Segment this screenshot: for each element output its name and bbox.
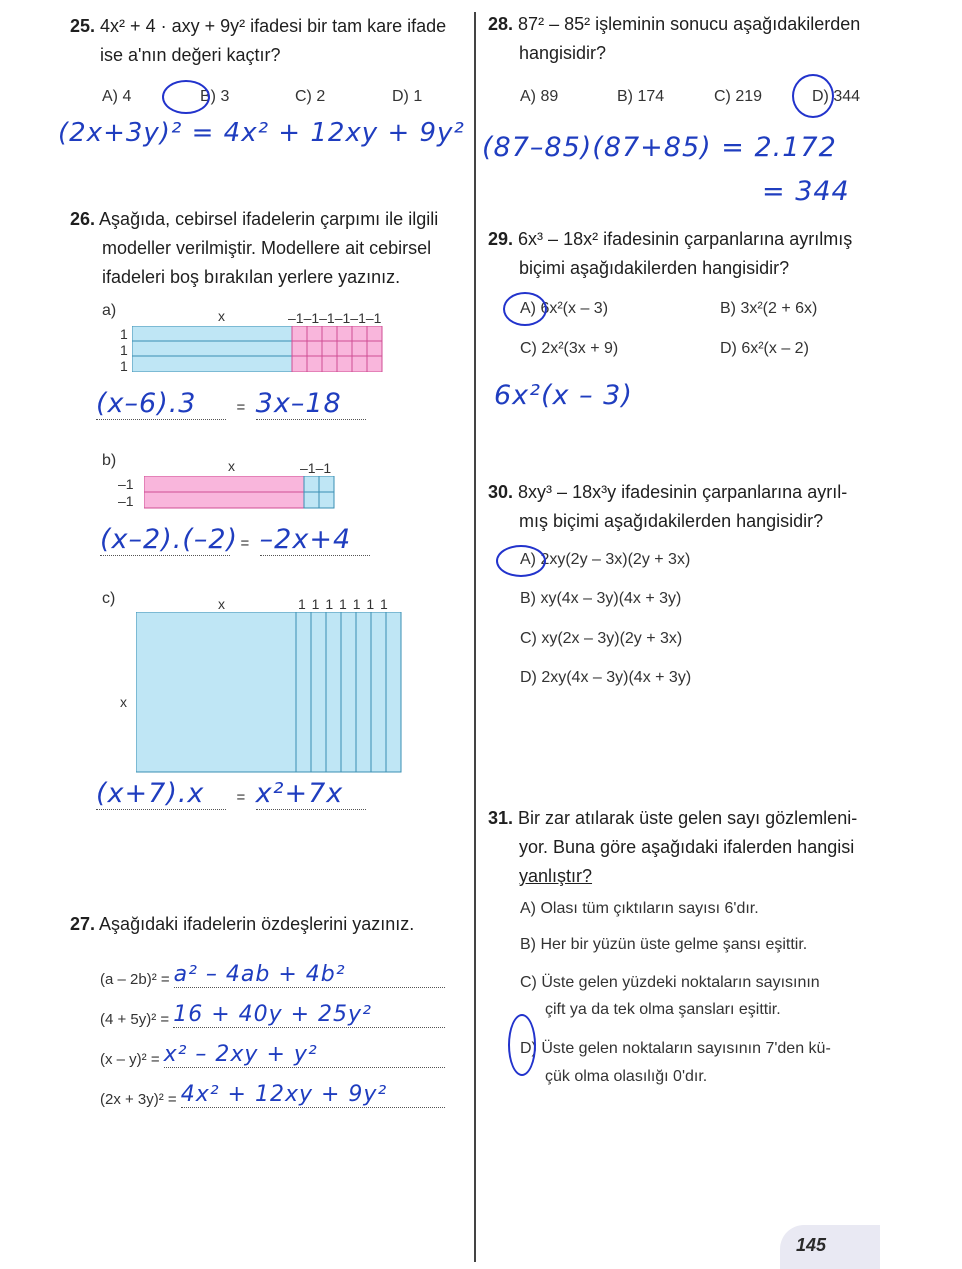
option-b[interactable]: B) xy(4x – 3y)(4x + 3y) — [520, 590, 682, 607]
handwritten-answer[interactable]: 4x² + 12xy + 9y² — [181, 1082, 445, 1108]
model-x-label: x — [218, 596, 225, 612]
question-29 — [488, 225, 928, 283]
page-number: 145 — [796, 1235, 827, 1255]
answer-circle — [503, 292, 547, 326]
model-top-label: –1–1 — [300, 460, 332, 476]
question-text: ise a'nın değeri kaçtır? — [100, 45, 281, 65]
option-d-continued: çük olma olasılığı 0'dır. — [545, 1068, 708, 1085]
question-25 — [70, 12, 470, 70]
option-c[interactable]: C) 2 — [295, 88, 326, 105]
question-text: 8xy³ – 18x³y ifadesinin çarpanlarına ayrıl- — [518, 482, 848, 502]
part-c-label: c) — [102, 590, 116, 607]
question-26 — [70, 205, 470, 292]
option-c-continued: çift ya da tek olma şansları eşittir. — [545, 1001, 781, 1018]
model-top-label: 1 1 1 1 1 1 1 — [298, 596, 388, 612]
question-27 — [70, 910, 414, 939]
option-a[interactable]: A) 89 — [520, 88, 559, 105]
answer-circle — [792, 74, 834, 118]
handwritten-work: (2x+3y)² = 4x² + 12xy + 9y² — [58, 118, 465, 148]
answer-circle — [162, 80, 210, 114]
question-number: 28. — [488, 14, 514, 34]
question-number: 29. — [488, 229, 514, 249]
question-text: yor. Buna göre aşağıdaki ifalerden hangisi — [519, 837, 855, 857]
question-text: hangisidir? — [519, 43, 607, 63]
question-30 — [488, 478, 928, 536]
answer-row-a: (x–6).3 = 3x–18 — [96, 388, 366, 420]
question-number: 25. — [70, 16, 96, 36]
handwritten-answer[interactable]: 16 + 40y + 25y² — [173, 1002, 445, 1028]
option-a[interactable]: A) 2xy(2y – 3x)(2y + 3x) — [520, 551, 691, 568]
handwritten-work: (87–85)(87+85) = 2.172 — [482, 132, 837, 163]
option-b[interactable]: B) 174 — [617, 88, 665, 105]
option-d[interactable]: D) 6x²(x – 2) — [720, 340, 809, 357]
option-b[interactable]: B) 3x²(2 + 6x) — [720, 300, 818, 317]
model-top-label: –1–1–1–1–1–1 — [288, 310, 382, 326]
question-number: 31. — [488, 808, 514, 828]
identity-row: (2x + 3y)² = 4x² + 12xy + 9y² — [100, 1068, 445, 1108]
answer-row-b: (x–2).(–2) = –2x+4 — [100, 524, 370, 556]
handwritten-answer[interactable]: (x+7).x — [96, 778, 226, 810]
option-c[interactable]: C) xy(2x – 3y)(2y + 3x) — [520, 630, 683, 647]
handwritten-answer[interactable]: (x–2).(–2) — [100, 524, 239, 555]
model-side-label: x — [120, 694, 127, 710]
handwritten-answer[interactable]: x²+7x — [256, 778, 366, 810]
question-text: yanlıştır? — [519, 866, 593, 886]
option-d[interactable]: D) 344 — [812, 88, 861, 105]
answer-circle — [496, 545, 546, 577]
model-side-labels: 1 1 1 — [120, 326, 128, 374]
question-number: 26. — [70, 209, 96, 229]
question-text: mış biçimi aşağıdakilerden hangisidir? — [519, 511, 824, 531]
question-text: 6x³ – 18x² ifadesinin çarpanlarına ayrılmış — [518, 229, 853, 249]
question-text: Aşağıdaki ifadelerin özdeşlerini yazınız. — [99, 914, 415, 934]
question-31 — [488, 804, 928, 891]
identity-row: (x – y)² = x² – 2xy + y² — [100, 1028, 445, 1068]
question-text: Aşağıda, cebirsel ifadelerin çarpımı ile ilgili — [99, 209, 439, 229]
model-x-label: x — [228, 458, 235, 474]
column-divider — [474, 12, 476, 1262]
identity-rows — [100, 948, 445, 1108]
option-b[interactable]: B) 3 — [200, 88, 230, 105]
option-c[interactable]: C) 2x²(3x + 9) — [520, 340, 619, 357]
handwritten-answer[interactable]: (x–6).3 — [96, 388, 226, 420]
question-text: modeller verilmiştir. Modellere ait cebirsel — [102, 238, 432, 258]
option-c[interactable]: C) 219 — [714, 88, 763, 105]
identity-row: (4 + 5y)² = 16 + 40y + 25y² — [100, 988, 445, 1028]
answer-circle — [508, 1014, 536, 1076]
model-x-label: x — [218, 308, 225, 324]
option-d[interactable]: D) 2xy(4x – 3y)(4x + 3y) — [520, 669, 692, 686]
model-side-labels: –1 –1 — [118, 476, 134, 509]
question-number: 30. — [488, 482, 514, 502]
question-text: 87² – 85² işleminin sonucu aşağıdakilerden — [518, 14, 861, 34]
tile-model-c — [136, 612, 404, 774]
handwritten-answer[interactable]: 3x–18 — [256, 388, 366, 420]
identity-row: (a – 2b)² = a² – 4ab + 4b² — [100, 948, 445, 988]
option-d[interactable]: D) Üste gelen noktaların sayısının 7'den kü- — [520, 1040, 831, 1057]
tile-model-b — [144, 476, 336, 510]
answer-row-c: (x+7).x = x²+7x — [96, 778, 366, 810]
question-number: 27. — [70, 914, 96, 934]
handwritten-answer[interactable]: a² – 4ab + 4b² — [174, 962, 445, 988]
handwritten-answer[interactable]: –2x+4 — [260, 524, 370, 556]
handwritten-work: 6x²(x – 3) — [494, 380, 633, 411]
page-number-tab — [780, 1225, 880, 1269]
handwritten-answer[interactable]: x² – 2xy + y² — [164, 1042, 445, 1068]
option-a[interactable]: A) 6x²(x – 3) — [520, 300, 609, 317]
option-a[interactable]: A) Olası tüm çıktıların sayısı 6'dır. — [520, 900, 759, 917]
question-28 — [488, 10, 928, 68]
handwritten-work: = 344 — [762, 176, 850, 207]
question-text: 4x² + 4 · axy + 9y² ifadesi bir tam kare ifade — [100, 16, 447, 36]
part-a-label: a) — [102, 302, 117, 319]
option-c[interactable]: C) Üste gelen yüzdeki noktaların sayısının — [520, 974, 820, 991]
part-b-label: b) — [102, 452, 117, 469]
option-b[interactable]: B) Her bir yüzün üste gelme şansı eşittir. — [520, 936, 808, 953]
question-text: ifadeleri boş bırakılan yerlere yazınız. — [102, 267, 401, 287]
option-a[interactable]: A) 4 — [102, 88, 132, 105]
tile-model-a — [132, 326, 384, 372]
question-text: biçimi aşağıdakilerden hangisidir? — [519, 258, 790, 278]
question-text: Bir zar atılarak üste gelen sayı gözlemleni- — [518, 808, 858, 828]
option-d[interactable]: D) 1 — [392, 88, 423, 105]
